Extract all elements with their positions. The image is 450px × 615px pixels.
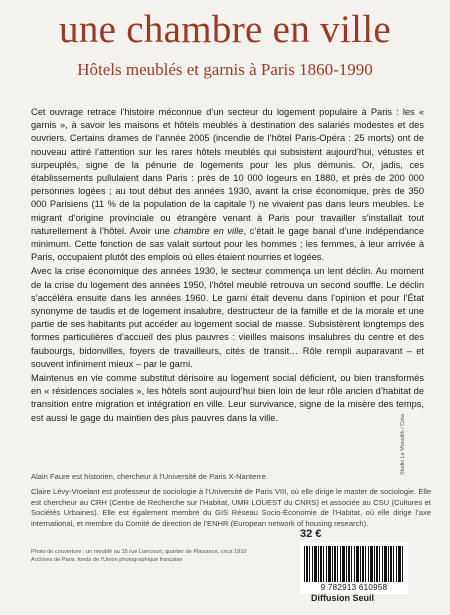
book-subtitle: Hôtels meublés et garnis à Paris 1860-1990: [77, 60, 373, 79]
isbn-number: 9 782913 610958: [320, 583, 388, 592]
blurb-p1-start: Cet ouvrage retrace l’histoire méconnue d’un secteur du logement populaire à Paris : les « garnis », à savoir les maisons et hôtels meublés à destination des salariés modestes et des ouvriers. Certains drames de l’année 2005 (incendie de l’hôtel Paris-Opéra : 25 morts) ont de nouveau attiré l’attention sur les rares hôtels meublés qui subsistent aujourd’hui, vétustes et surpeuplés, signe de la pénurie de logements pour les plus démunis. Or, jadis, ces établissements pullulaient dans Paris : près de 10 000 logeurs en 1880, et près de 200 000 personnes logées ; au tout début des années 1930, avant la crise économique, près de 350 000 Parisiens (11 % de la population de la capitale !) ne vivaient pas dans leurs meubles. Le migrant d’origine provinciale ou étrangère venant à Paris pour travailler s’installait tout naturellement à l’hôtel. Avoir une: [31, 107, 424, 236]
blurb-paragraph-3: Maintenus en vie comme substitut dérisoire au logement social déficient, ou bien transformés en « résidences sociales », les hôtels sont aujourd’hui bien loin de leur rôle ancien d’habitat de transition entre migration et intégration en ville. Leur survivance, signe de la misère des temps, est aussi le gage du maintien des plus pauvres dans la ville.: [31, 373, 424, 423]
blurb-p1-middle: , c’était le gage banal d’une indépendance minimum. Cette fonction de: [31, 225, 424, 250]
blurb-p1-italic-sas: sas: [149, 239, 164, 250]
design-credit: Studio Le Monolith / Créa: [400, 414, 406, 475]
price-label: 32 €: [300, 528, 322, 540]
barcode-icon: [304, 546, 404, 582]
blurb-text: [31, 106, 424, 426]
author-bio-levy-vroelant: Claire Lévy-Vroelant est professeur de sociologie à l’Université de Paris VIII, où elle dirige le master de sociologie. Elle est chercheur au CRH (Centre de Recherche sur l’Habitat, UMR LOUEST du CNRS) et associée au CSU (Cultures et Sociétés Urbaines). Elle est également membre du GIS Réseau Socio-Économie de l’Habitat, où elle dirige l’axe international, et membre du Comité de direction de l’ENHR (European network of housing research).: [31, 487, 431, 528]
blurb-p1-end: valait surtout pour les hommes ; les femmes, à leur arrivée à Paris, occupaient plutôt des emplois où elles étaient nourries et logées.: [31, 239, 424, 263]
barcode-block: [300, 543, 408, 594]
author-bios: [31, 472, 431, 534]
blurb-p1-italic: chambre en ville: [173, 225, 244, 236]
photo-credit: [31, 548, 291, 564]
photo-credit-line-1: Photo de couverture : un meublé au 15 rue Liancourt, quartier de Plaisance, circa 1910: [31, 549, 247, 555]
photo-credit-line-2: Archives de Paris, fonds de l’Union photographique française: [31, 557, 183, 563]
book-title: une chambre en ville: [59, 8, 391, 51]
publisher-name: Diffusion Seuil: [311, 593, 374, 603]
blurb-paragraph-2: Avec la crise économique des années 1930, le secteur commença un lent déclin. Au moment de la crise du logement des années 1950, l’hôtel meublé retrouva un second souffle. Le déclin s’accéléra ensuite dans les années 1960. Le garni était devenu dans l’opinion et pour l’État synonyme de taudis et de logement insalubre, destructeur de la famille et de la morale et une partie de ses habitants put accéder au logement social de masse. Subsistèrent longtemps des formes particulières d’accueil des plus pauvres : vieilles maisons insalubres du centre et des faubourgs, bidonvilles, foyers de travailleurs, cités de transit… Rôle rempli auparavant – et souvent infiniment mieux – par le garni.: [31, 266, 424, 369]
blurb-paragraph-1: [31, 106, 424, 264]
author-bio-faure: Alain Faure est historien, chercheur à l’Université de Paris X-Nanterre.: [31, 472, 268, 481]
